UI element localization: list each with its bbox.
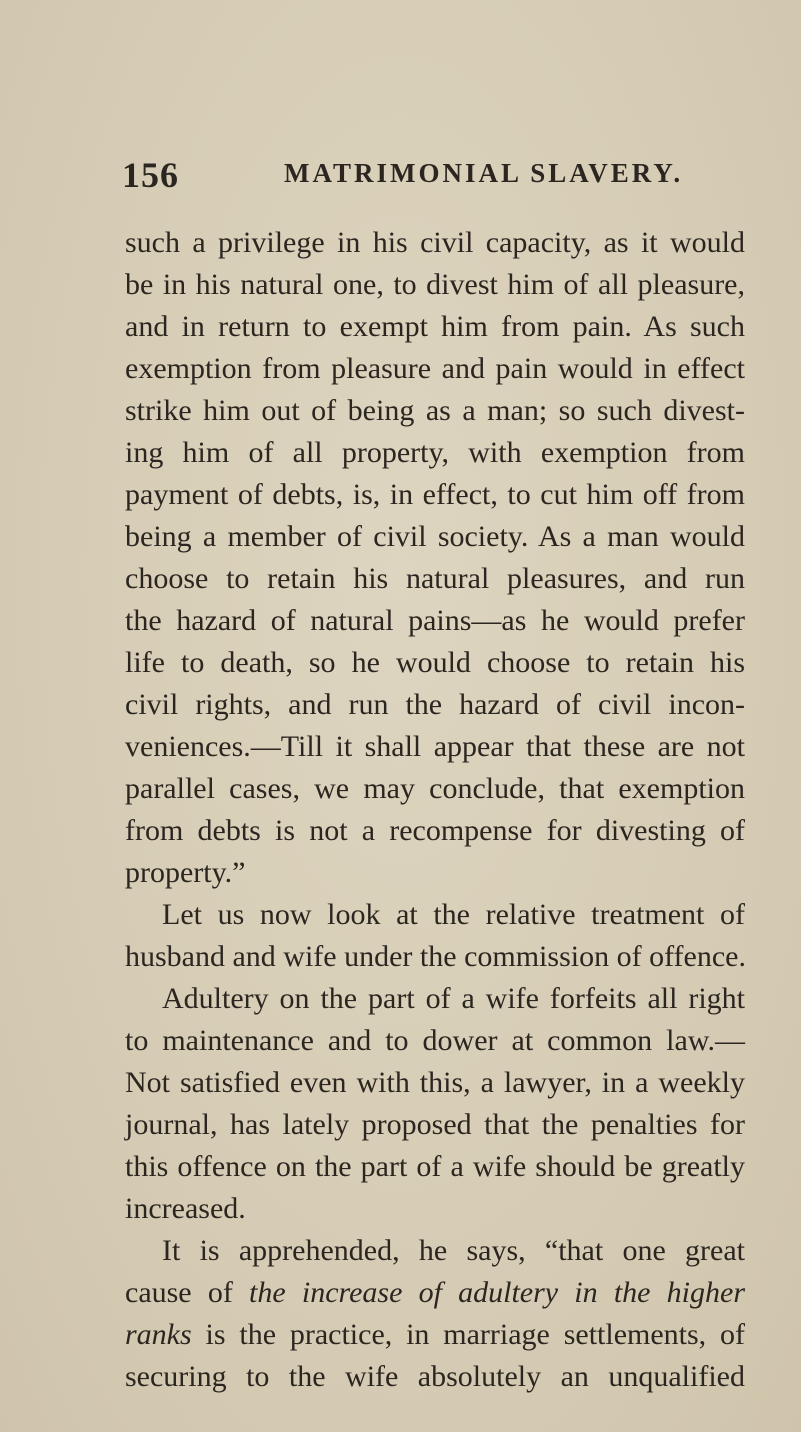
- text-line: life to death, so he would choose to retain his: [125, 646, 745, 679]
- text-line: such a privilege in his civil capacity, as it would: [125, 226, 745, 259]
- text-line: strike him out of being as a man; so such divest-: [125, 394, 745, 427]
- text-segment: cause of: [125, 1276, 233, 1309]
- text-line: securing to the wife absolutely an unqualified: [125, 1360, 745, 1393]
- text-line: husband and wife under the commission of offence.: [125, 940, 746, 973]
- text-line: property.”: [125, 856, 246, 889]
- paragraph-start-line: Let us now look at the relative treatment of: [162, 898, 745, 931]
- text-line: civil rights, and run the hazard of civil incon-: [125, 688, 745, 721]
- text-line: veniences.—Till it shall appear that these are not: [125, 730, 745, 763]
- text-line: exemption from pleasure and pain would in effect: [125, 352, 745, 385]
- text-line: increased.: [125, 1192, 246, 1225]
- text-line: payment of debts, is, in effect, to cut him off from: [125, 478, 745, 511]
- page-header: [122, 140, 762, 200]
- text-line: to maintenance and to dower at common law.—: [125, 1024, 745, 1057]
- text-line: being a member of civil society. As a man would: [125, 520, 745, 553]
- text-line: [125, 1314, 745, 1356]
- italic-segment: ranks: [125, 1318, 192, 1351]
- page-number: 156: [122, 155, 179, 195]
- paragraph-start-line: Adultery on the part of a wife forfeits all right: [162, 982, 745, 1015]
- body-text: [125, 222, 745, 1398]
- text-line: Not satisfied even with this, a lawyer, in a weekly: [125, 1066, 745, 1099]
- text-line: [125, 1272, 745, 1314]
- text-segment: is the practice, in marriage settlements, of: [205, 1318, 745, 1351]
- text-line: from debts is not a recompense for divesting of: [125, 814, 745, 847]
- paragraph-start-line: It is apprehended, he says, “that one great: [162, 1234, 745, 1267]
- text-line: ing him of all property, with exemption from: [125, 436, 745, 469]
- running-title: MATRIMONIAL SLAVERY.: [284, 158, 684, 188]
- text-line: journal, has lately proposed that the penalties for: [125, 1108, 745, 1141]
- text-line: choose to retain his natural pleasures, and run: [125, 562, 745, 595]
- italic-segment: the increase of adultery in the higher: [249, 1276, 745, 1309]
- text-line: this offence on the part of a wife should be greatly: [125, 1150, 745, 1183]
- text-line: and in return to exempt him from pain. As such: [125, 310, 745, 343]
- text-line: the hazard of natural pains—as he would prefer: [125, 604, 745, 637]
- text-line: be in his natural one, to divest him of all pleasure,: [125, 268, 745, 301]
- text-line: parallel cases, we may conclude, that exemption: [125, 772, 745, 805]
